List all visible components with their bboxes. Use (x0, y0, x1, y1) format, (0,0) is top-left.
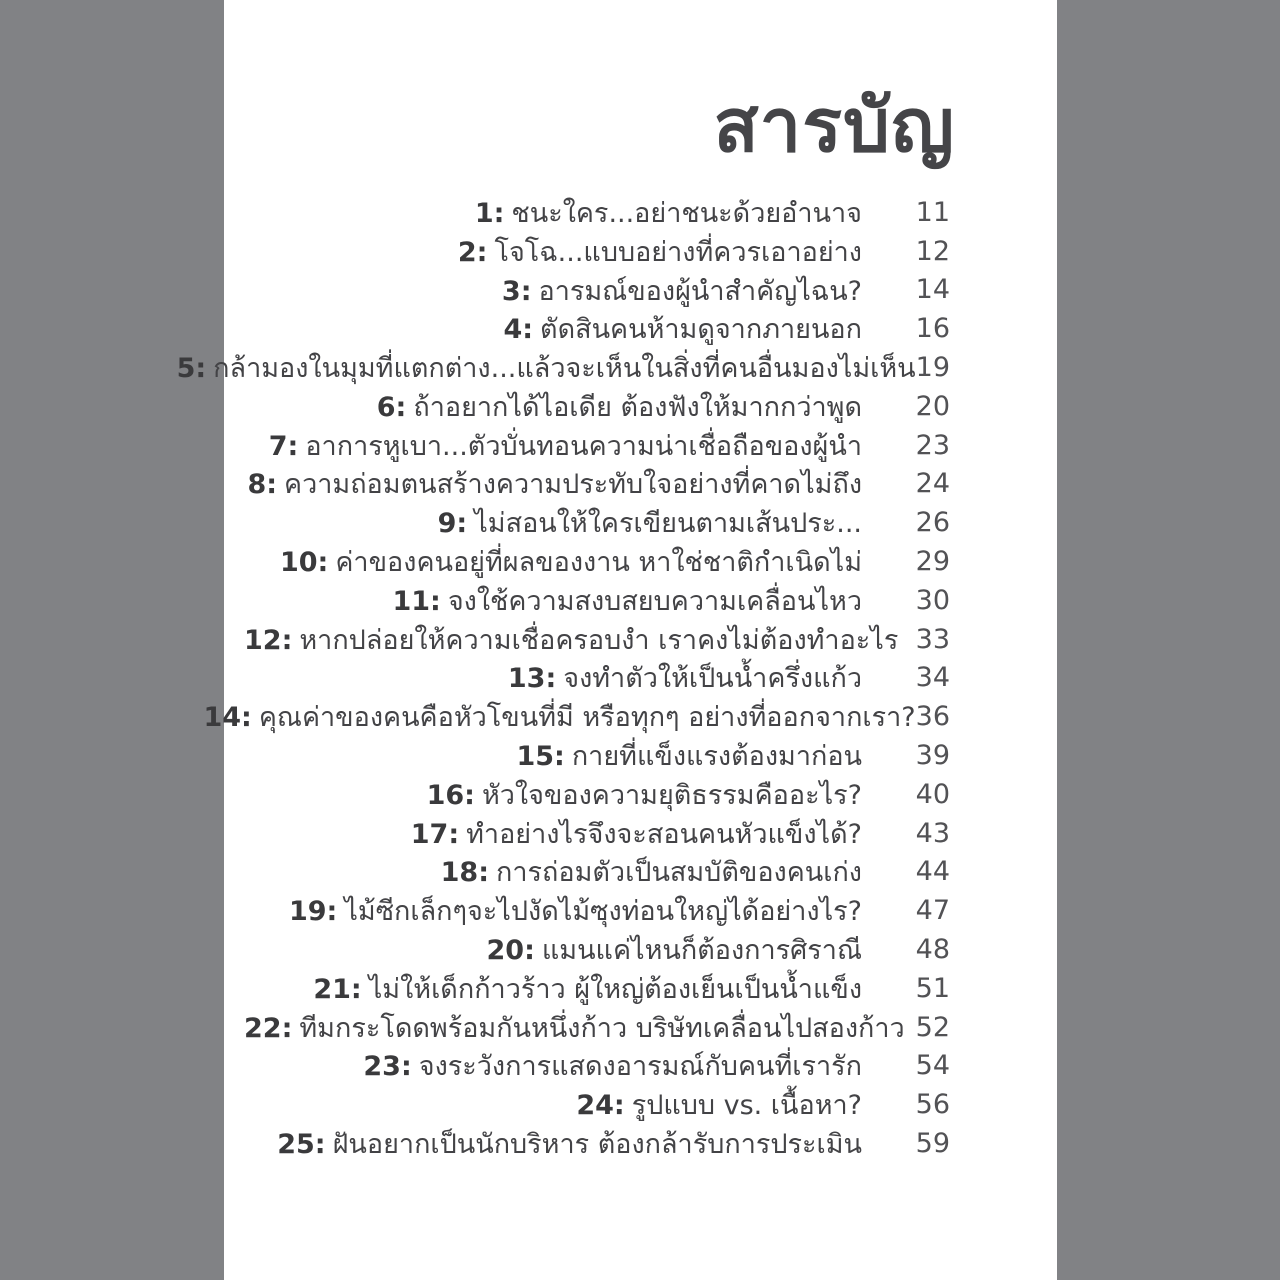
chapter-number: 17: (410, 818, 460, 850)
chapter-page-number: 16 (915, 313, 950, 345)
chapter-number: 3: (501, 275, 532, 307)
chapter-page-number: 43 (915, 817, 950, 849)
chapter-page-number: 23 (915, 429, 950, 461)
chapter-title: จงทำตัวให้เป็นน้ำครึ่งแก้ว (563, 663, 862, 695)
chapter-number: 1: (474, 197, 505, 229)
chapter-page-number: 34 (915, 662, 950, 694)
chapter-page-number: 24 (915, 468, 950, 500)
chapter-number: 8: (247, 469, 278, 501)
chapter-page-number: 39 (915, 740, 950, 772)
chapter-title: ทำอย่างไรจึงจะสอนคนหัวแข็งได้? (466, 818, 862, 850)
chapter-title: อาการหูเบา...ตัวบั่นทอนความน่าเชื่อถือของผู้นำ (305, 430, 862, 462)
chapter-title: ไม่ให้เด็กก้าวร้าว ผู้ใหญ่ต้องเย็นเป็นน้ำแข็ง (368, 973, 862, 1005)
toc-entry (244, 1047, 950, 1086)
chapter-title: กายที่แข็งแรงต้องมาก่อน (571, 741, 862, 773)
chapter-page-number: 12 (915, 235, 950, 267)
chapter-title: ค่าของคนอยู่ที่ผลของงาน หาใช่ชาติกำเนิดไม่ (335, 547, 862, 579)
toc-entry (244, 503, 950, 542)
chapter-page-number: 52 (915, 1011, 950, 1043)
chapter-title: ความถ่อมตนสร้างความประทับใจอย่างที่คาดไม่ถึง (284, 469, 862, 501)
toc-entry (244, 426, 950, 465)
toc-entry (244, 736, 950, 775)
toc-entry (244, 232, 950, 271)
table-of-contents (176, 193, 950, 1163)
chapter-page-number: 29 (915, 546, 950, 578)
chapter-number: 12: (244, 624, 293, 656)
chapter-title: รูปแบบ vs. เนื้อหา? (631, 1090, 862, 1122)
chapter-page-number: 30 (915, 584, 950, 616)
chapter-number: 22: (244, 1012, 293, 1044)
chapter-page-number: 33 (915, 623, 950, 655)
chapter-title: ฝันอยากเป็นนักบริหาร ต้องกล้ารับการประเมิน (332, 1129, 862, 1161)
page-title: สารบัญ (713, 83, 955, 169)
chapter-number: 11: (392, 585, 441, 617)
chapter-title: คุณค่าของคนคือหัวโขนที่มี หรือทุกๆ อย่างที่ออกจากเรา? (258, 702, 916, 734)
chapter-title: โจโฉ...แบบอย่างที่ควรเอาอย่าง (494, 236, 862, 268)
chapter-title: จงระวังการแสดงอารมณ์กับคนที่เรารัก (418, 1051, 862, 1083)
toc-entry (244, 309, 950, 348)
chapter-page-number: 54 (915, 1050, 950, 1082)
chapter-number: 14: (203, 702, 252, 734)
chapter-number: 20: (486, 935, 535, 967)
chapter-title: อารมณ์ของผู้นำสำคัญไฉน? (538, 275, 862, 307)
chapter-page-number: 56 (915, 1089, 950, 1121)
toc-entry (244, 1124, 950, 1163)
chapter-number: 7: (268, 430, 299, 462)
toc-entry (244, 853, 950, 892)
toc-entry (176, 348, 950, 387)
toc-entry (244, 659, 950, 698)
chapter-title: หัวใจของความยุติธรรมคืออะไร? (481, 779, 862, 811)
toc-entry (244, 542, 950, 581)
chapter-number: 25: (277, 1129, 326, 1161)
chapter-number: 2: (457, 236, 488, 268)
chapter-number: 15: (516, 741, 565, 773)
toc-entry (203, 697, 950, 736)
toc-entry (244, 387, 950, 426)
chapter-page-number: 20 (915, 390, 950, 422)
chapter-title: แมนแค่ไหนก็ต้องการศิราณี (541, 935, 862, 967)
chapter-number: 4: (503, 314, 534, 346)
chapter-number: 10: (279, 547, 329, 579)
chapter-number: 9: (437, 508, 468, 540)
chapter-title: ทีมกระโดดพร้อมกันหนึ่งก้าว บริษัทเคลื่อนไปสองก้าว (299, 1012, 905, 1044)
chapter-page-number: 26 (915, 507, 950, 539)
chapter-number: 13: (507, 663, 557, 695)
chapter-page-number: 36 (915, 701, 950, 733)
chapter-title: จงใช้ความสงบสยบความเคลื่อนไหว (447, 585, 862, 617)
chapter-number: 5: (176, 353, 207, 385)
chapter-title: ไม้ซีกเล็กๆจะไปงัดไม้ซุงท่อนใหญ่ได้อย่างไร? (344, 896, 862, 928)
chapter-number: 19: (288, 896, 338, 928)
toc-entry (244, 1008, 950, 1047)
chapter-page-number: 47 (915, 895, 950, 927)
chapter-number: 16: (426, 779, 475, 811)
chapter-page-number: 59 (915, 1128, 950, 1160)
chapter-page-number: 51 (915, 972, 950, 1004)
chapter-title: ตัดสินคนห้ามดูจากภายนอก (540, 314, 862, 346)
toc-entry (244, 193, 950, 232)
chapter-title: กล้ามองในมุมที่แตกต่าง...แล้วจะเห็นในสิ่งที่คนอื่นมองไม่เห็น (213, 353, 916, 385)
chapter-page-number: 44 (915, 856, 950, 888)
chapter-title: ชนะใคร...อย่าชนะด้วยอำนาจ (511, 197, 862, 229)
toc-entry (244, 775, 950, 814)
chapter-number: 21: (313, 973, 362, 1005)
toc-entry (244, 891, 950, 930)
chapter-number: 6: (376, 391, 407, 423)
chapter-page-number: 11 (915, 196, 950, 228)
toc-entry (244, 814, 950, 853)
chapter-number: 24: (576, 1090, 625, 1122)
toc-entry (244, 930, 950, 969)
toc-entry (244, 620, 950, 659)
book-page (176, 0, 1057, 1280)
chapter-page-number: 19 (915, 352, 950, 384)
chapter-page-number: 48 (915, 934, 950, 966)
chapter-title: ไม่สอนให้ใครเขียนตามเส้นประ... (474, 508, 862, 540)
toc-entry (244, 969, 950, 1008)
chapter-page-number: 40 (915, 778, 950, 810)
chapter-number: 23: (363, 1051, 412, 1083)
chapter-number: 18: (440, 857, 490, 889)
chapter-page-number: 14 (915, 274, 950, 306)
toc-entry (244, 1085, 950, 1124)
toc-entry (244, 271, 950, 310)
chapter-title: หากปล่อยให้ความเชื่อครอบงำ เราคงไม่ต้องทำอะไร (299, 624, 899, 656)
toc-entry (244, 465, 950, 504)
chapter-title: ถ้าอยากได้ไอเดีย ต้องฟังให้มากกว่าพูด (413, 391, 862, 423)
chapter-title: การถ่อมตัวเป็นสมบัติของคนเก่ง (496, 857, 862, 889)
toc-entry (244, 581, 950, 620)
